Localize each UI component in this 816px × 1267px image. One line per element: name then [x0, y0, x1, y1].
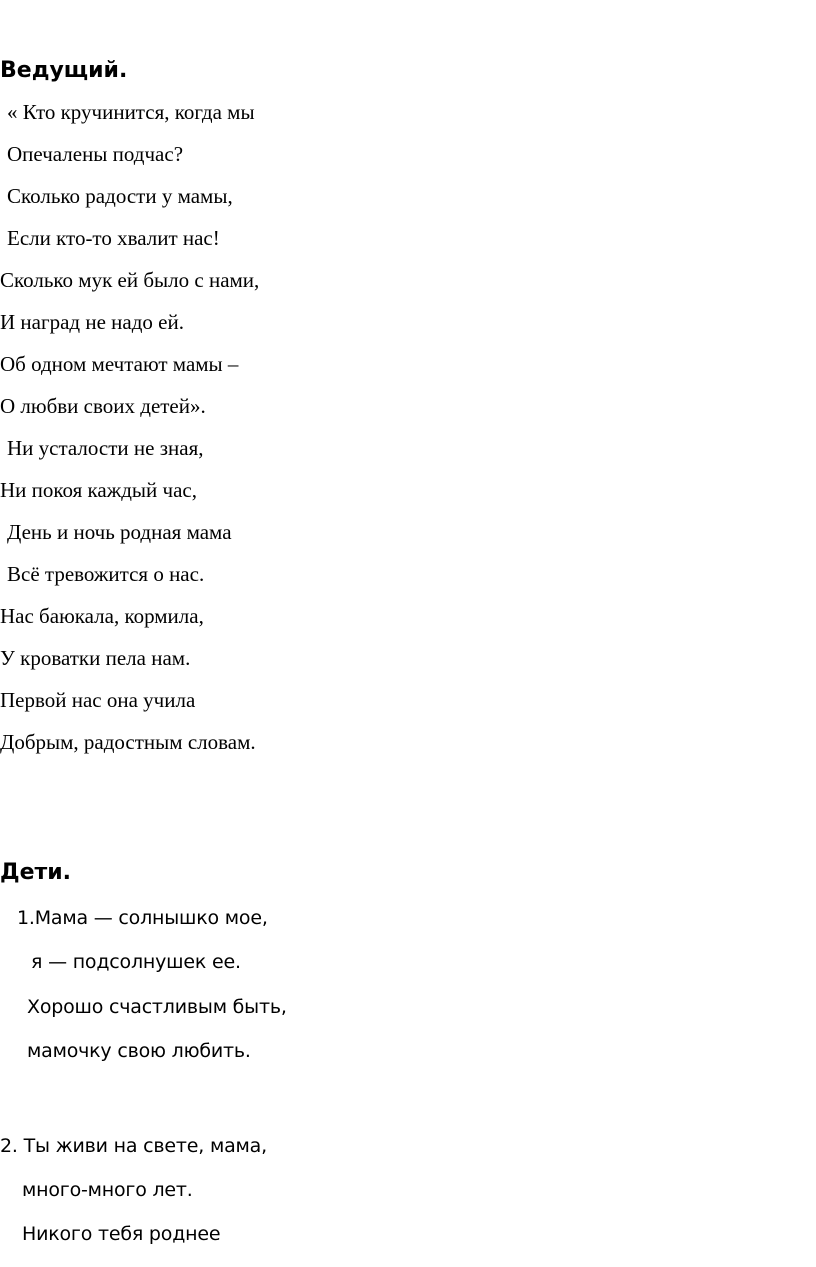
- verse-line: Хорошо счастливым быть,: [27, 996, 287, 1018]
- poem-line: Сколько радости у мамы,: [7, 184, 233, 208]
- poem-line: Об одном мечтают мамы –: [0, 352, 239, 376]
- poem-line: У кроватки пела нам.: [0, 646, 191, 670]
- verse-line: 2. Ты живи на свете, мама,: [0, 1135, 267, 1157]
- verse-line: 1.Мама — солнышко мое,: [17, 907, 268, 929]
- poem-line: День и ночь родная мама: [7, 520, 232, 544]
- poem-line: Ни усталости не зная,: [7, 436, 204, 460]
- poem-line: Ни покоя каждый час,: [0, 478, 197, 502]
- poem-line: Сколько мук ей было с нами,: [0, 268, 260, 292]
- verse-line: я — подсолнушек ее.: [31, 951, 241, 973]
- poem-line: Всё тревожится о нас.: [7, 562, 205, 586]
- verse-line: мамочку свою любить.: [27, 1040, 251, 1062]
- poem-line: Опечалены подчас?: [7, 142, 184, 166]
- verse-line: Никого тебя роднее: [22, 1223, 221, 1245]
- host-heading: Ведущий.: [0, 58, 128, 83]
- poem-line: Добрым, радостным словам.: [0, 730, 256, 754]
- poem-line: Нас баюкала, кормила,: [0, 604, 204, 628]
- children-heading: Дети.: [0, 860, 72, 885]
- poem-line: О любви своих детей».: [0, 394, 206, 418]
- poem-line: « Кто кручинится, когда мы: [7, 100, 255, 124]
- poem-line: И наград не надо ей.: [0, 310, 184, 334]
- poem-line: Если кто-то хвалит нас!: [7, 226, 220, 250]
- verse-line: много-много лет.: [22, 1179, 193, 1201]
- poem-line: Первой нас она учила: [0, 688, 196, 712]
